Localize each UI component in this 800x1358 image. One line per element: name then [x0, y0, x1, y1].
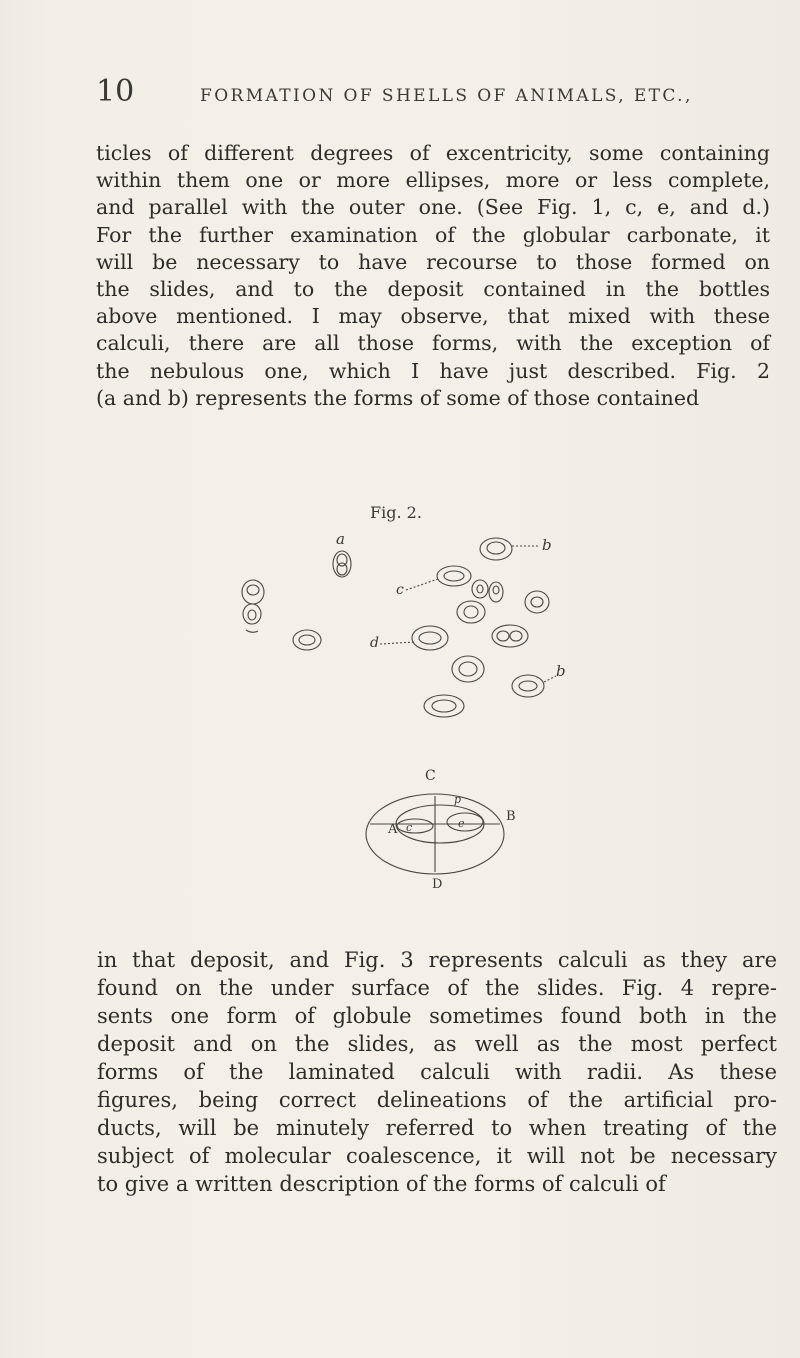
text-line: deposit and on the slides, as well as the most perfect [97, 1032, 777, 1056]
label-A: A [388, 822, 398, 837]
calculus [242, 580, 264, 604]
calculus-core [487, 542, 505, 554]
calculus [525, 591, 549, 613]
text-line: subject of molecular coalescence, it will not be necessary [97, 1144, 777, 1168]
leader-line [406, 579, 438, 590]
label-inner-e: e [458, 817, 465, 830]
laminated-calculus-diagram [366, 768, 516, 892]
group-a-calculi [242, 530, 351, 650]
label-b-top: b [542, 536, 552, 554]
text-line: sents one form of globule sometimes found both in the [97, 1004, 777, 1028]
text-line: ticles of different degrees of excentricity, some containing [96, 141, 770, 165]
calculus [480, 538, 512, 560]
label-c: c [396, 582, 404, 598]
figure-caption: Fig. 2. [370, 503, 422, 522]
calculus-fragment [246, 630, 258, 632]
text-line: and parallel with the outer one. (See Fig. 1, c, e, and d.) [96, 195, 770, 220]
inner-ellipse [447, 813, 483, 831]
calculus-core [519, 681, 537, 691]
label-a: a [336, 530, 345, 548]
page-number: 10 [96, 74, 135, 109]
text-line: (a and b) represents the forms of some of those contained [96, 385, 700, 410]
calculus-core [432, 700, 456, 712]
paragraph-bottom [97, 946, 777, 1198]
calculus [489, 582, 503, 602]
running-head: FORMATION OF SHELLS OF ANIMALS, ETC., [200, 86, 693, 106]
text-line: forms of the laminated calculi with radii. As these [97, 1060, 777, 1084]
calculus [293, 630, 321, 650]
text-line: found on the under surface of the slides. Fig. 4 repre- [97, 976, 777, 1000]
text-line: the slides, and to the deposit contained in the bottles [96, 277, 770, 302]
calculus [424, 695, 464, 717]
text-line: calculi, there are all those forms, with the exception of [96, 331, 770, 356]
calculus-core [497, 631, 509, 641]
calculus [512, 675, 544, 697]
text-line: to give a written description of the forms of calculi of [97, 1172, 666, 1196]
leader-line [544, 676, 556, 682]
text-line: the nebulous one, which I have just described. Fig. 2 [96, 358, 770, 383]
calculus [437, 566, 471, 586]
label-inner-p: p [454, 793, 462, 806]
label-D: D [432, 877, 443, 892]
text-line: within them one or more ellipses, more or less complete, [96, 168, 770, 193]
text-line: figures, being correct delineations of the artificial pro- [97, 1088, 777, 1112]
calculus [333, 551, 351, 577]
group-b-calculi [370, 536, 566, 717]
label-b-bottom: b [556, 662, 566, 680]
text-line: in that deposit, and Fig. 3 represents calculi as they are [97, 948, 777, 972]
calculus-core [248, 610, 256, 620]
calculus-core [531, 597, 543, 607]
calculus-core [299, 635, 315, 645]
calculus [472, 580, 488, 598]
calculus-core [247, 585, 259, 595]
text-line: For the further examination of the globular carbonate, it [96, 222, 770, 247]
text-line: above mentioned. I may observe, that mixed with these [96, 304, 770, 329]
calculus-core [419, 632, 441, 644]
label-B: B [506, 809, 516, 824]
calculus-core [477, 585, 483, 593]
inner-ellipse [397, 819, 433, 833]
calculus-core [337, 563, 347, 575]
page-header [96, 74, 736, 114]
calculus-core [493, 586, 499, 594]
leader-line [380, 642, 415, 644]
calculus [457, 601, 485, 623]
calculus-core [464, 606, 478, 618]
calculus-core [459, 662, 477, 676]
label-C: C [425, 768, 436, 784]
calculus-core [444, 571, 464, 581]
text-line: will be necessary to have recourse to those formed on [96, 249, 770, 274]
paragraph-top [96, 140, 770, 412]
label-inner-c: c [406, 821, 413, 834]
calculus [243, 604, 261, 624]
label-d: d [370, 635, 379, 651]
calculus [452, 656, 484, 682]
calculus-core [510, 631, 522, 641]
figure-2-illustration [210, 494, 630, 914]
figure-2-drawing [210, 494, 630, 914]
calculus [412, 626, 448, 650]
text-line: ducts, will be minutely referred to when treating of the [97, 1116, 777, 1140]
